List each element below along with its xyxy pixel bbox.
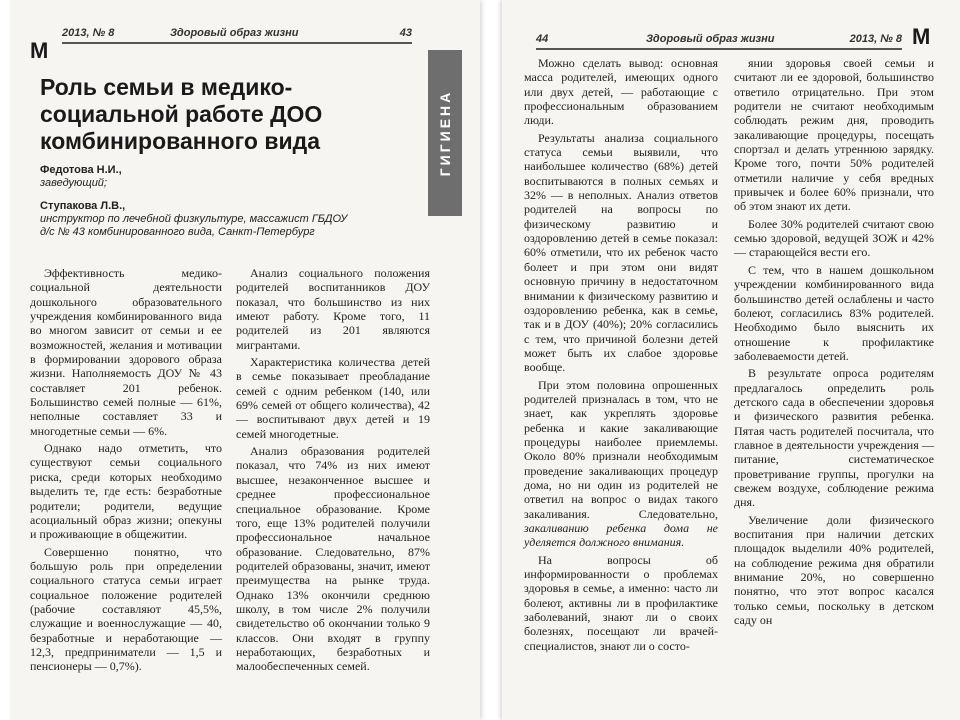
- left-page: [10, 0, 480, 720]
- page-header: [536, 30, 902, 50]
- page-number: 44: [536, 33, 549, 45]
- magazine-section: Здоровый образ жизни: [646, 33, 775, 45]
- paragraph: Более 30% родителей считают свою семью здоровой, ведущей ЗОЖ и 42% — старающейся вести его.: [734, 216, 934, 260]
- article-title: Роль семьи в медико-социальной работе ДОО комбинированного вида: [40, 74, 323, 154]
- left-column-1: [30, 266, 222, 677]
- paragraph: Результаты анализа социального статуса семьи выявили, что наибольшее количество (68%) детей воспитываются в полных семьях и 32% — в неполных. Анализ ответов родителей на вопросы по физическому развитию и оздоровлению детей в семье показал: 60% отметили, что их ребенок часто болеет и при этом они видят основную причину в недостаточном внимании к физическому развитию и оздоровлению ребенка, как в семье, так и в ДОУ (40%); 20% согласились с тем, что причиной болезни детей может быть их слабое здоровье вообще.: [524, 130, 718, 375]
- magazine-section: Здоровый образ жизни: [170, 27, 299, 39]
- author-role: д/с № 43 комбинированного вида, Санкт-Петербург: [40, 226, 315, 238]
- author-name: Ступакова Л.В.,: [40, 200, 126, 212]
- right-column-1: [524, 56, 718, 656]
- paragraph: [524, 378, 718, 550]
- paragraph: В результате опроса родителям предлагалось определить роль детского сада в обеспечении здоровья и физического развития ребенка. Пятая часть родителей посчитала, что главное в деятельности учреждения — питание, систематическое проветривание группы, прогулки на свежем воздухе, соблюдение режима дня.: [734, 366, 934, 510]
- right-page: [502, 0, 960, 720]
- paragraph: Анализ социального положения родителей воспитанников ДОУ показал, что большинство из них имеют работу. Кроме того, 11 родителей из 201 являются мигрантами.: [236, 266, 430, 352]
- paragraph: На вопросы об информированности о проблемах здоровья в семье, а именно: часто ли болеют, активны ли в профилактике заболеваний, знают ли о своих болезнях, посещают ли врачей-специалистов, знают ли о состо-: [524, 552, 718, 653]
- paragraph: Однако надо отметить, что существуют семьи социального риска, среди которых необходимо выделить те, где есть: безработные родители; родители, ведущие асоциальный образ жизни; опекуны и проживающие в общежитии.: [30, 441, 222, 542]
- paragraph: С тем, что в нашем дошкольном учреждении комбинированного вида большинство детей ослаблены и часто болеют, согласились 83% родителей. Необходимо было выяснить их отношение к профилактике заболеваемости детей.: [734, 262, 934, 363]
- paragraph: Характеристика количества детей в семье показывает преобладание семей с одним ребенком (140, или 69% семей от общего количества), 42 — воспитывают двух детей и 19 семей многодетные.: [236, 355, 430, 441]
- paragraph: Совершенно понятно, что большую роль при определении социального статуса семьи играет социальное положение родителей (рабочие составляют 45,5%, служащие и военнослужащие — 40, безработные и неработающие — 12,3, предприниматели — 1,5 и пенсионеры — 0,7%).: [30, 544, 222, 674]
- paragraph: Эффективность медико-социальной деятельности дошкольного образовательного учреждения комбинированного вида во многом зависит от семьи и ее возможностей, желания и мотивации в формировании здорового образа жизни. Наполняемость ДОУ № 43 составляет 201 ребенок. Большинство семей полные — 61%, неполные составляет 33 и многодетные семьи — 6%.: [30, 266, 222, 438]
- paragraph: Анализ образования родителей показал, что 74% из них имеют высшее, незаконченное высшее и среднее профессиональное специальное образование. Кроме того, еще 13% родителей получили профессиональное начальное образование. Следовательно, 87% родителей образованы, значит, имеют преимущества на рынке труда. Однако 13% окончили среднюю школу, в том числе 2% получили свидетельство об окончании только 9 классов. Они входят в группу неработающих, безработных и малообеспеченных семей.: [236, 444, 430, 674]
- issue-number: 2013, № 8: [62, 27, 115, 39]
- rubric-label: ГИГИЕНА: [437, 89, 453, 177]
- author-role: инструктор по лечебной физкультуре, массажист ГБДОУ: [40, 213, 348, 225]
- magazine-logo: M: [912, 24, 931, 49]
- paragraph-text: При этом половина опрошенных родителей призналась в том, что не знает, как укреплять здоровье ребенка и какие закаливающие процедуры наиболее приемлемы. Около 80% признали необходимым проведение закаливающих процедур дома, но ни один из родителей не ответил на вопрос о видах такого закаливания. Следовательно,: [524, 377, 718, 521]
- page-number: 43: [399, 27, 412, 39]
- emphasis-text: закаливанию ребенка дома не уделяется должного внимания.: [524, 521, 718, 550]
- author-2: [40, 200, 347, 239]
- magazine-logo: M: [30, 38, 49, 63]
- paragraph: Увеличение доли физического воспитания при наличии детских площадок выделили 40% родителей, на соблюдение режима дня обратили внимание 20%, но совершенно понятно, что этот вопрос касался только семьи, поскольку в детском саду он: [734, 512, 934, 628]
- paragraph: янии здоровья своей семьи и считают ли ее здоровой, большинство ответило отрицательно. При этом родители не считают необходимым соблюдать режим дня, проводить закаливающие процедуры, посещать спортзал и делать утреннюю зарядку. Кроме того, почти 50% родителей отметили наличие у себя вредных привычек и более 60% признали, что об этом знают их дети.: [734, 56, 934, 214]
- page-header: [62, 24, 412, 44]
- right-column-2: [734, 56, 934, 630]
- author-name: Федотова Н.И.,: [40, 164, 122, 176]
- rubric-tab: [428, 50, 462, 216]
- author-1: [40, 164, 122, 190]
- author-role: заведующий;: [40, 177, 107, 189]
- left-column-2: [236, 266, 430, 677]
- paragraph: Можно сделать вывод: основная масса родителей, имеющих одного или двух детей, — работающие с профессиональным образованием люди.: [524, 56, 718, 128]
- issue-number: 2013, № 8: [849, 33, 902, 45]
